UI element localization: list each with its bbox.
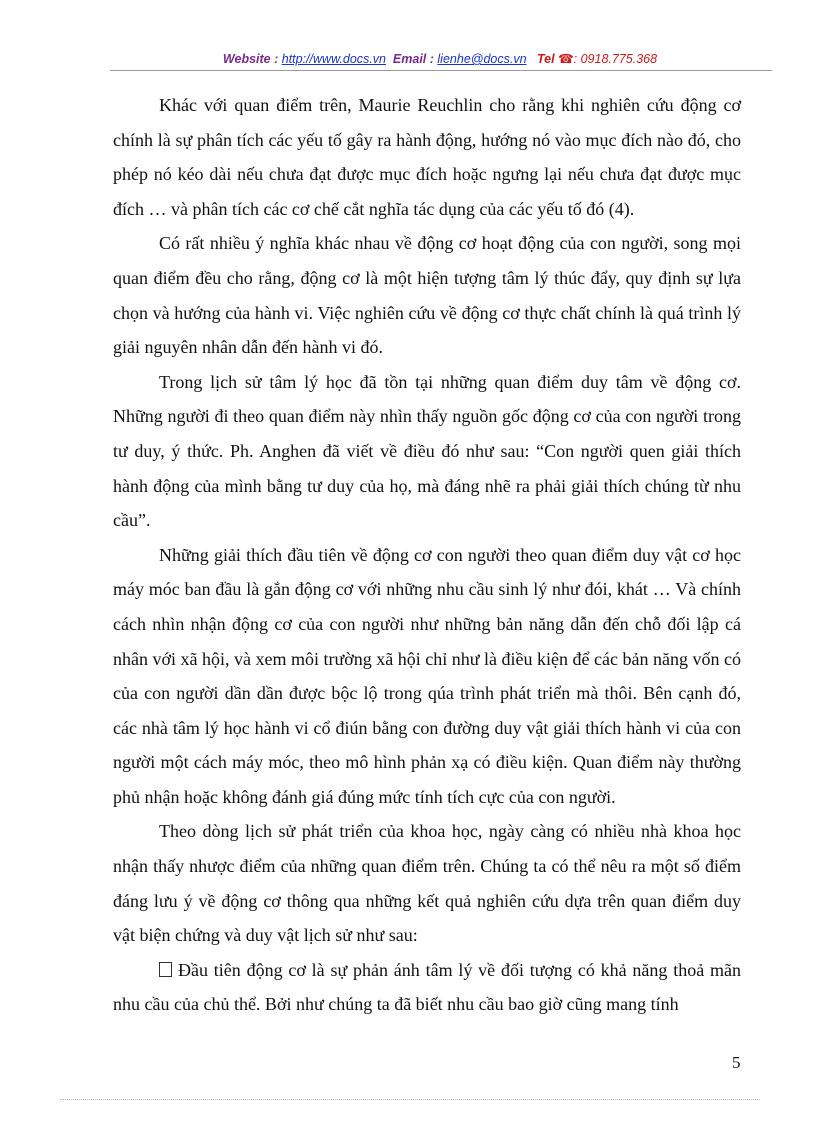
paragraph: Theo dòng lịch sử phát triển của khoa học, ngày càng có nhiều nhà khoa học nhận thấy nhược điểm của những quan điểm trên. Chúng ta có thể nêu ra một số điểm đáng lưu ý về động cơ thông qua những kết quả nghiên cứu dựa trên quan điểm duy vật biện chứng và duy vật lịch sử như sau: xyxy=(113,821,741,946)
website-link[interactable]: http://www.docs.vn xyxy=(281,52,386,66)
square-bullet-icon xyxy=(159,962,172,977)
email-link[interactable]: lienhe@docs.vn xyxy=(437,52,527,66)
phone-number: : 0918.775.368 xyxy=(573,52,658,66)
page-header xyxy=(110,50,770,68)
footer-divider xyxy=(60,1099,760,1100)
page-number: 5 xyxy=(732,1053,741,1072)
document-body xyxy=(113,88,741,1022)
paragraph: Trong lịch sử tâm lý học đã tồn tại những quan điểm duy tâm về động cơ. Những người đi theo quan điểm này nhìn thấy nguồn gốc động cơ của con người trong tư duy, ý thức. Ph. Anghen đã viết về điều đó như sau: “Con người quen giải thích hành động của mình bằng tư duy của họ, mà đáng nhẽ ra phải giải thích chúng từ nhu cầu”. xyxy=(113,371,741,531)
telephone-icon: ☎ xyxy=(558,52,574,66)
website-label: Website : xyxy=(222,52,279,66)
paragraph: Những giải thích đầu tiên về động cơ con người theo quan điểm duy vật cơ học máy móc ban đầu là gắn động cơ với những nhu cầu sinh lý như đói, khát … Và chính cách nhìn nhận động cơ của con người như những bản năng dẫn đến chỗ đối lập cá nhân với xã hội, và xem môi trường xã hội chỉ như là điều kiện để các bản năng vốn có của con người dần dần được bộc lộ trong qúa trình phát triển mà thôi. Bên cạnh đó, các nhà tâm lý học hành vi cổ điún bằng con đường duy vật giải thích hành vi của con người một cách máy móc, theo mô hình phản xạ có điều kiện. Quan điểm này thường phủ nhận hoặc không đánh giá đúng mức tính tích cực của con người. xyxy=(113,544,741,807)
email-label: Email : xyxy=(392,52,434,66)
bullet-text: Đầu tiên động cơ là sự phản ánh tâm lý về đối tượng có khả năng thoả mãn nhu cầu của chủ thể. Bởi như chúng ta đã biết nhu cầu bao giờ cũng mang tính xyxy=(113,959,741,1015)
paragraph: Khác với quan điểm trên, Maurie Reuchlin cho rằng khi nghiên cứu động cơ chính là sự phân tích các yếu tố gây ra hành động, hướng nó vào mục đích nào đó, cho phép nó kéo dài nếu chưa đạt được mục đích hoặc ngưng lại nếu chưa đạt được mục đích … và phân tích các cơ chế cắt nghĩa tác dụng của các yếu tố đó (4). xyxy=(113,95,741,219)
tel-label: Tel xyxy=(536,52,555,66)
header-divider xyxy=(110,70,772,71)
bullet-paragraph xyxy=(113,953,741,1022)
paragraph: Có rất nhiều ý nghĩa khác nhau về động cơ hoạt động của con người, song mọi quan điểm đều cho rằng, động cơ là một hiện tượng tâm lý thúc đẩy, quy định sự lựa chọn và hướng của hành vi. Việc nghiên cứu về động cơ thực chất chính là quá trình lý giải nguyên nhân dẫn đến hành vi đó. xyxy=(113,233,741,358)
